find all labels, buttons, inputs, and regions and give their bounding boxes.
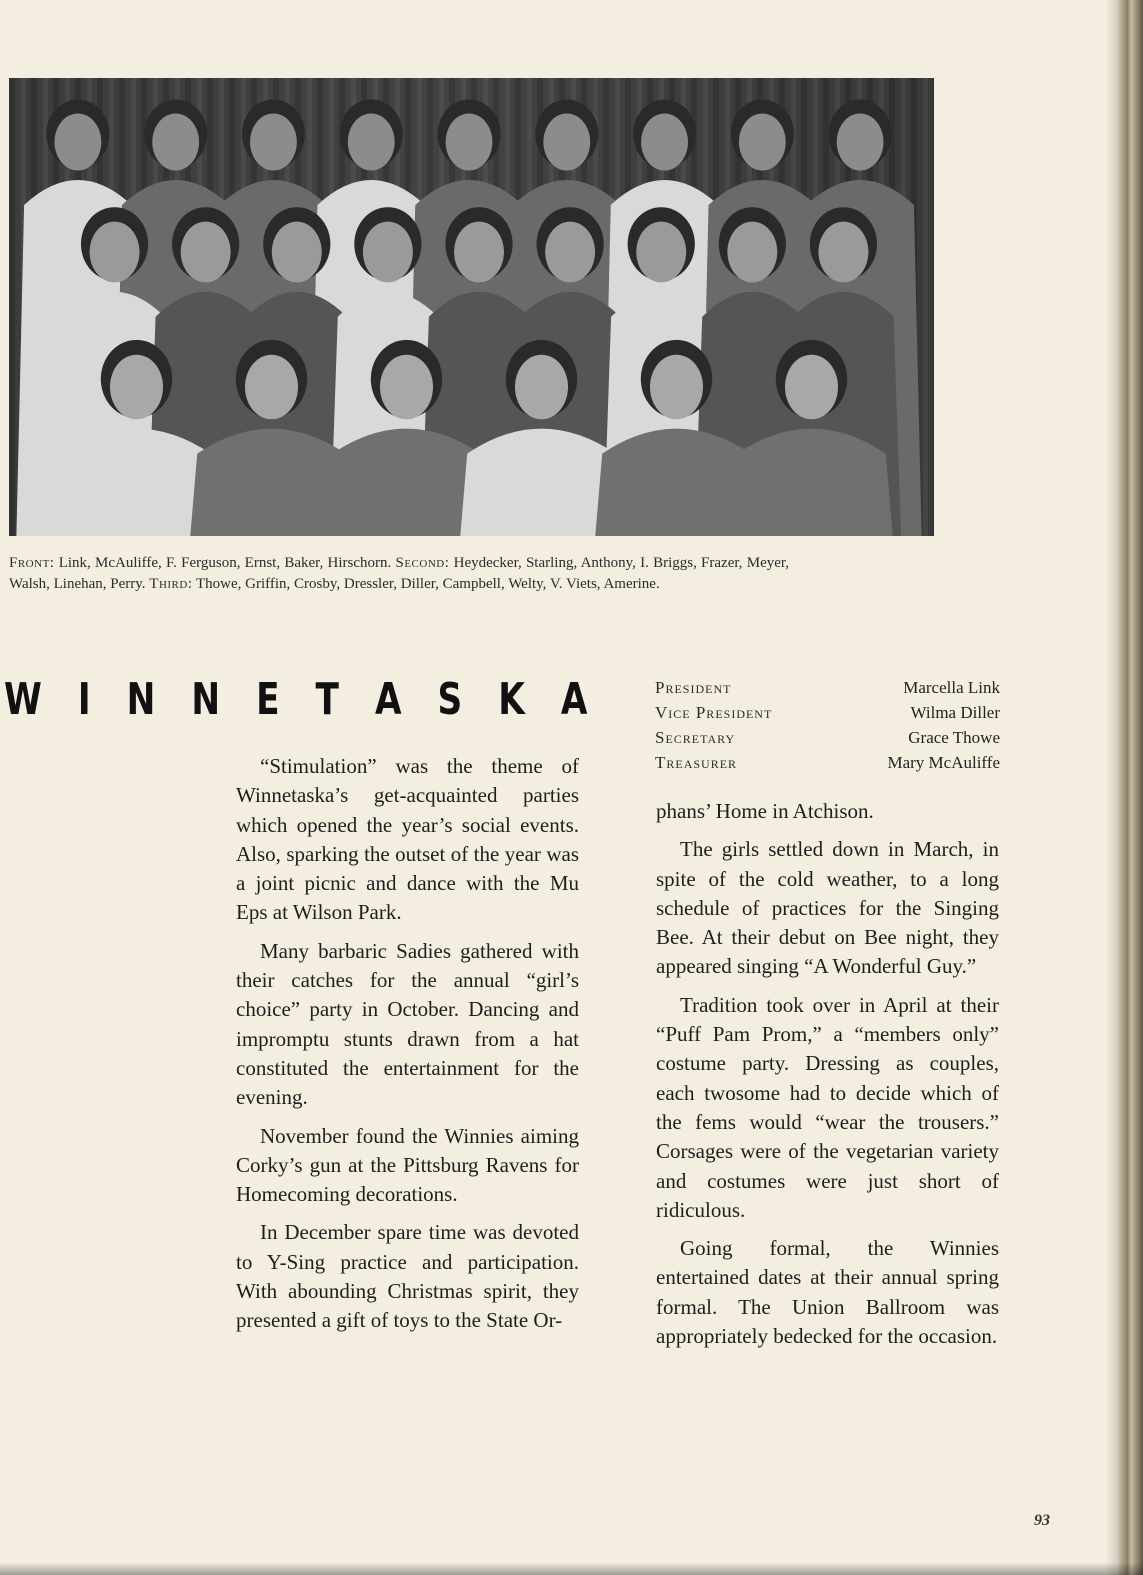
title-letter: A	[560, 674, 588, 725]
officer-name: Marcella Link	[903, 678, 1000, 697]
officer-row-secretary	[655, 725, 1000, 750]
page-gutter-shadow	[1105, 0, 1117, 1575]
page-title	[4, 670, 587, 730]
caption-second-names: Heydecker, Starling, Anthony, I. Briggs, Frazer, Meyer, Walsh, Linehan, Perry.	[9, 555, 790, 592]
caption-front-names: Link, McAuliffe, F. Ferguson, Ernst, Baker, Hirschorn.	[58, 555, 392, 571]
paragraph: Tradition took over in April at their “Puff Pam Prom,” a “members only” costume party. Dressing as couples, each twosome had to decide which of the fems would “wear the trousers.” Corsages were of the vegetarian variety and costumes were just short of ridiculous.	[656, 992, 999, 1222]
officer-title: President	[655, 678, 732, 697]
title-letter: T	[315, 674, 339, 725]
page-number: 93	[1034, 1512, 1050, 1529]
officer-title: Vice President	[655, 703, 773, 722]
paragraph: Many barbaric Sadies gathered with their catches for the annual “girl’s choice” party in October. Dancing and impromptu stunts drawn from a hat constituted the entertainment for the evening.	[236, 938, 579, 1110]
officer-row-treasurer	[655, 750, 1000, 775]
paragraph: The girls settled down in March, in spite of the cold weather, to a long schedule of practices for the Singing Bee. At their debut on Bee night, they appeared singing “A Wonderful Guy.”	[656, 837, 999, 979]
officer-title: Secretary	[655, 728, 736, 747]
caption-third-names: Thowe, Griffin, Crosby, Dressler, Diller, Campbell, Welty, V. Viets, Amerine.	[195, 576, 660, 592]
caption-second-label: Second:	[395, 555, 450, 571]
paragraph: In December spare time was devoted to Y-Sing practice and participation. With abounding Christmas spirit, they presented a gift of toys to the State Or-	[236, 1220, 579, 1333]
officer-name: Grace Thowe	[908, 728, 1000, 747]
caption-third-label: Third:	[149, 576, 193, 592]
officer-name: Mary McAuliffe	[887, 753, 1000, 772]
group-photo	[9, 78, 934, 536]
title-letter: E	[256, 674, 280, 725]
title-letter: S	[437, 674, 463, 725]
group-photo-icon	[9, 78, 934, 536]
paragraph: November found the Winnies aiming Corky’s gun at the Pittsburg Ravens for Homecoming decorations.	[236, 1123, 579, 1207]
title-letter: N	[191, 674, 221, 725]
officer-row-president	[655, 675, 1000, 700]
title-letter: A	[374, 674, 402, 725]
officer-title: Treasurer	[655, 753, 738, 772]
book-page-edge	[1117, 0, 1143, 1575]
paragraph: phans’ Home in Atchison.	[656, 799, 874, 823]
caption-front-label: Front:	[9, 555, 55, 571]
paragraph: Going formal, the Winnies entertained dates at their annual spring formal. The Union Ballroom was appropriately bedecked for the occasion.	[656, 1236, 999, 1349]
title-letter: K	[498, 674, 525, 725]
officer-name: Wilma Diller	[910, 703, 1000, 722]
officers-list	[655, 675, 1000, 775]
officer-row-vice-president	[655, 700, 1000, 725]
title-letter: N	[126, 674, 156, 725]
article-column-left	[236, 752, 579, 1345]
photo-caption	[9, 553, 789, 595]
paragraph: “Stimulation” was the theme of Winnetaska’s get-acquainted parties which opened the year’s social events. Also, sparking the outset of the year was a joint picnic and dance with the Mu Eps at Wilson Park.	[236, 754, 579, 925]
title-letter: W	[4, 674, 42, 725]
article-column-right	[656, 797, 999, 1360]
page-bottom-shadow	[0, 1562, 1143, 1575]
title-letter: I	[77, 674, 91, 725]
